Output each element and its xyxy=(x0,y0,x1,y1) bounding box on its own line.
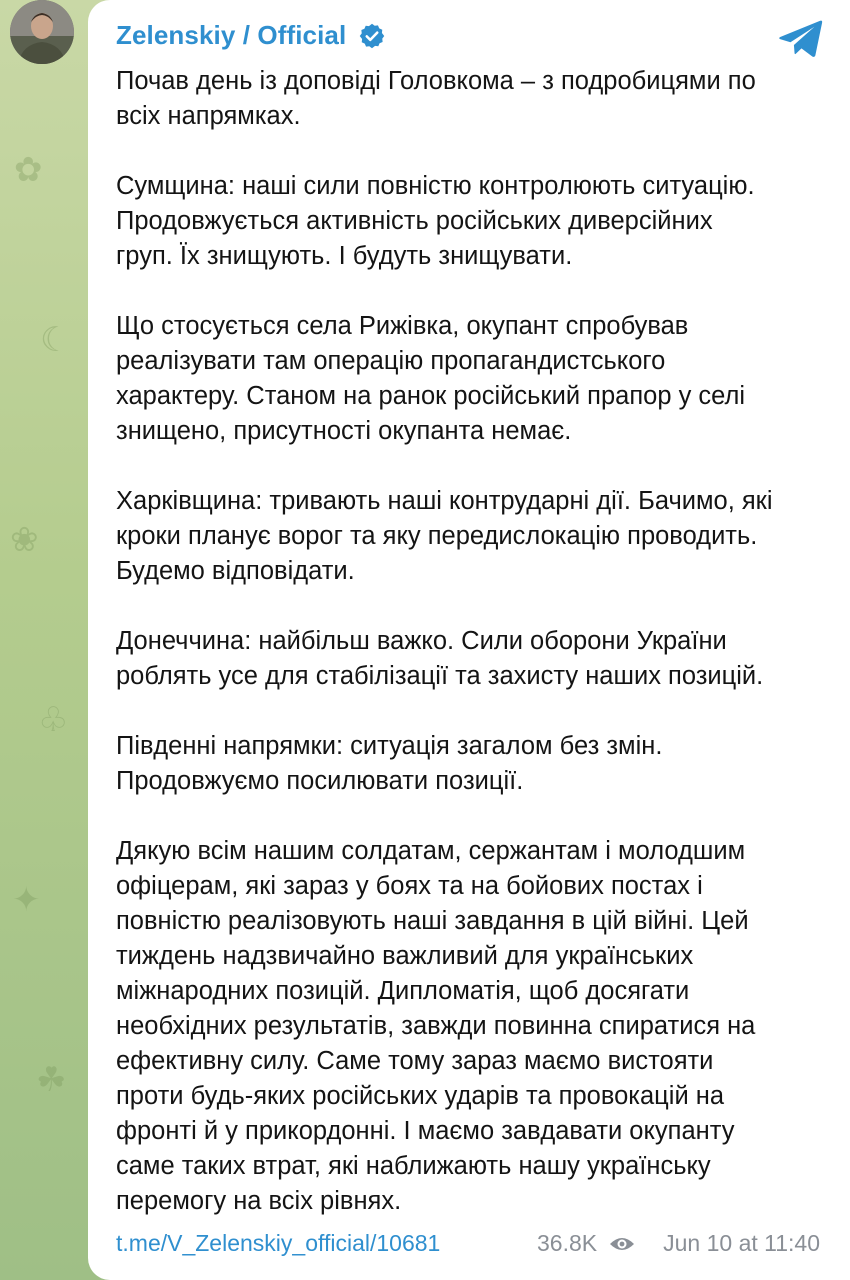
message-paragraph: Донеччина: найбільш важко. Сили оборони України роблять усе для стабілізації та захисту наших позицій. xyxy=(116,627,764,690)
post-link[interactable]: t.me/V_Zelenskiy_official/10681 xyxy=(116,1230,441,1256)
message-paragraph: Південні напрямки: ситуація загалом без змін. Продовжуємо посилювати позиції. xyxy=(116,732,663,795)
message-paragraph: Що стосується села Рижівка, окупант спробував реалізувати там операцію пропагандистського характеру. Станом на ранок російський прапор у селі знищено, присутності окупанта немає. xyxy=(116,312,746,445)
wallpaper-doodle-icon: ❀ xyxy=(10,520,39,560)
eye-icon xyxy=(609,1235,635,1253)
message-paragraph: Сумщина: наші сили повністю контролюють ситуацію. Продовжується активність російських диверсійних груп. Їх знищують. І будуть знищувати. xyxy=(116,172,755,270)
telegram-logo-icon[interactable] xyxy=(778,18,824,60)
avatar-photo xyxy=(10,0,74,64)
wallpaper-doodle-icon: ☾ xyxy=(40,320,71,360)
message-paragraph: Почав день із доповіді Головкома – з подробицями по всіх напрямках. xyxy=(116,67,756,130)
message-footer xyxy=(116,1230,820,1257)
message-text xyxy=(116,64,836,1254)
message-bubble xyxy=(88,0,850,1280)
channel-name[interactable]: Zelenskiy / Official xyxy=(116,20,347,50)
channel-avatar[interactable] xyxy=(10,0,74,64)
wallpaper-doodle-icon: ✿ xyxy=(14,150,43,190)
view-count: 36.8K xyxy=(537,1230,598,1256)
message-paragraph: Дякую всім нашим солдатам, сержантам і молодшим офіцерам, які зараз у боях та на бойових постах і повністю реалізовують наші завдання в цій війні. Цей тиждень надзвичайно важливий для українських міжнародних позицій. Дипломатія, щоб досягати необхідних результатів, завжди повинна спиратися на ефективну силу. Саме тому зараз маємо вистояти проти будь-яких російських ударів та провокацій на фронті й у прикордонні. І маємо завдавати окупанту саме таких втрат, які наближають нашу українську перемогу на всіх рівнях. xyxy=(116,837,756,1215)
message-header xyxy=(116,20,386,51)
wallpaper-doodle-icon: ☘ xyxy=(36,1060,67,1100)
post-date: Jun 10 at 11:40 xyxy=(663,1230,820,1256)
wallpaper-doodle-icon: ✦ xyxy=(12,880,41,920)
verified-badge-icon xyxy=(358,22,386,50)
wallpaper-doodle-icon: ♧ xyxy=(38,700,69,740)
message-paragraph: Харківщина: тривають наші контрударні дії. Бачимо, які кроки планує ворог та яку передислокацію проводить. Будемо відповідати. xyxy=(116,487,773,585)
